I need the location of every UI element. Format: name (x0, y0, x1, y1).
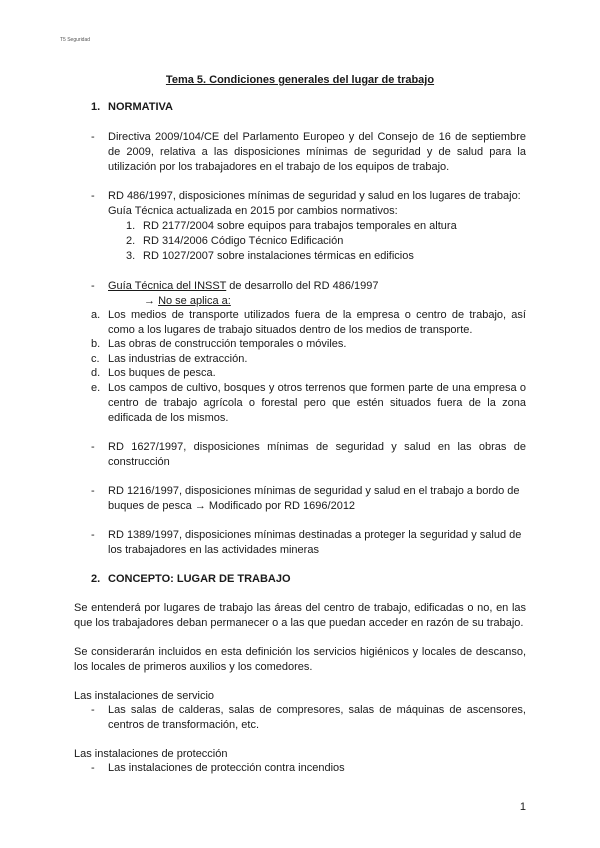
subitem-number: 1. (126, 220, 136, 232)
text-line: centros de transformación, etc. (108, 719, 260, 731)
label-instalaciones-proteccion: Las instalaciones de protección (74, 748, 228, 760)
list-item-rd1627 (108, 440, 526, 470)
exclusion-item (108, 352, 526, 367)
no-aplica-line (144, 294, 231, 309)
subitem-text: RD 2177/2004 sobre equipos para trabajos temporales en altura (143, 220, 457, 232)
text-line: Se entenderá por lugares de trabajo las áreas del centro de trabajo, edificadas o no, en las (74, 602, 526, 614)
list-letter: b. (91, 338, 101, 350)
list-letter: c. (91, 353, 100, 365)
subitem-text: RD 1027/2007 sobre instalaciones térmicas en edificios (143, 250, 414, 262)
text-line: RD 1627/1997, disposiciones mínimas de seguridad y salud en las obras de (108, 441, 526, 453)
text-line: como a los lugares de trabajo situados dentro de los medios de transporte. (108, 324, 473, 336)
text-line: que los trabajadores deban permanecer o a las que puedan acceder en razón de su trabajo. (74, 617, 524, 629)
list-dash: - (91, 131, 95, 143)
list-dash: - (91, 529, 95, 541)
no-aplica-label: No se aplica a: (158, 295, 231, 307)
arrow-icon: → (144, 295, 155, 307)
section-title: NORMATIVA (108, 101, 173, 113)
text-line: Los buques de pesca. (108, 367, 216, 379)
text-line: Guía Técnica actualizada en 2015 por cambios normativos: (108, 205, 398, 217)
running-head: T5 Seguridad (60, 37, 91, 43)
list-dash: - (91, 485, 95, 497)
list-letter: a. (91, 309, 101, 321)
list-dash: - (91, 280, 95, 292)
list-dash: - (91, 190, 95, 202)
paragraph-definicion (74, 601, 526, 631)
subitem-text: RD 314/2006 Código Técnico Edificación (143, 235, 344, 247)
section-number: 1. (91, 101, 101, 113)
text-line: Los medios de transporte utilizados fuera de la empresa o centro de trabajo, así (108, 309, 526, 321)
list-item-rd1216 (108, 484, 526, 514)
list-item-directiva (108, 130, 526, 175)
list-item-servicio (108, 703, 526, 733)
exclusion-item (108, 337, 526, 352)
list-dash: - (91, 441, 95, 453)
list-item-rd486 (108, 189, 526, 219)
list-item-guia (108, 279, 526, 294)
list-dash: - (91, 704, 95, 716)
section-heading-normativa (91, 100, 173, 115)
text-line: Directiva 2009/104/CE del Parlamento Europeo y del Consejo de 16 de septiembre (108, 131, 526, 143)
page-number: 1 (519, 801, 526, 813)
list-dash: - (91, 762, 95, 774)
text-line: Las salas de calderas, salas de compresores, salas de máquinas de ascensores, (108, 704, 526, 716)
text-line: Las instalaciones de protección contra incendios (108, 762, 345, 774)
text-line: RD 1389/1997, disposiciones mínimas destinadas a proteger la seguridad y salud de (108, 529, 522, 541)
section-heading-concepto (91, 572, 291, 587)
numbered-subitem (126, 234, 343, 249)
exclusion-item (108, 381, 526, 426)
text-line: Las industrias de extracción. (108, 353, 248, 365)
paragraph-incluidos (74, 645, 526, 675)
list-letter: e. (91, 382, 101, 394)
label-instalaciones-servicio: Las instalaciones de servicio (74, 690, 215, 702)
subitem-number: 3. (126, 250, 136, 262)
text-line: de 2009, relativa a las disposiciones mínimas de seguridad y de salud para la (108, 146, 526, 158)
list-item-proteccion (108, 761, 526, 776)
text-line: Se considerarán incluidos en esta definición los servicios higiénicos y locales de descanso, (74, 646, 526, 658)
text-line: construcción (108, 456, 170, 468)
text-line: los locales de primeros auxilios y los comedores. (74, 661, 313, 673)
numbered-subitem (126, 249, 414, 264)
text-line (108, 279, 526, 294)
numbered-subitem (126, 219, 457, 234)
guia-tecnica-link[interactable]: Guía Técnica del INSST (108, 280, 227, 292)
text-line: buques de pesca → Modificado por RD 1696/2012 (108, 500, 356, 512)
section-number: 2. (91, 573, 101, 585)
text-line: edificada de los mismos. (108, 412, 229, 424)
text-line: utilización por los trabajadores en el trabajo de los equipos de trabajo. (108, 161, 450, 173)
section-title: CONCEPTO: LUGAR DE TRABAJO (108, 573, 291, 585)
text-line: centro de trabajo agrícola o forestal pero que estén situados fuera de la zona (108, 397, 526, 409)
document-title: Tema 5. Condiciones generales del lugar de trabajo (165, 74, 435, 86)
list-item-rd1389 (108, 528, 526, 558)
exclusion-item (108, 366, 526, 381)
text-line: Las obras de construcción temporales o móviles. (108, 338, 347, 350)
text-line: RD 1216/1997, disposiciones mínimas de seguridad y salud en el trabajo a bordo de (108, 485, 520, 497)
text-line: los trabajadores en las actividades mineras (108, 544, 319, 556)
subitem-number: 2. (126, 235, 136, 247)
text-line: Los campos de cultivo, bosques y otros terrenos que formen parte de una empresa o (108, 382, 526, 394)
text-line: RD 486/1997, disposiciones mínimas de seguridad y salud en los lugares de trabajo: (108, 190, 521, 202)
exclusion-item (108, 308, 526, 338)
list-letter: d. (91, 367, 101, 379)
guia-rest-text: de desarrollo del RD 486/1997 (226, 280, 379, 292)
